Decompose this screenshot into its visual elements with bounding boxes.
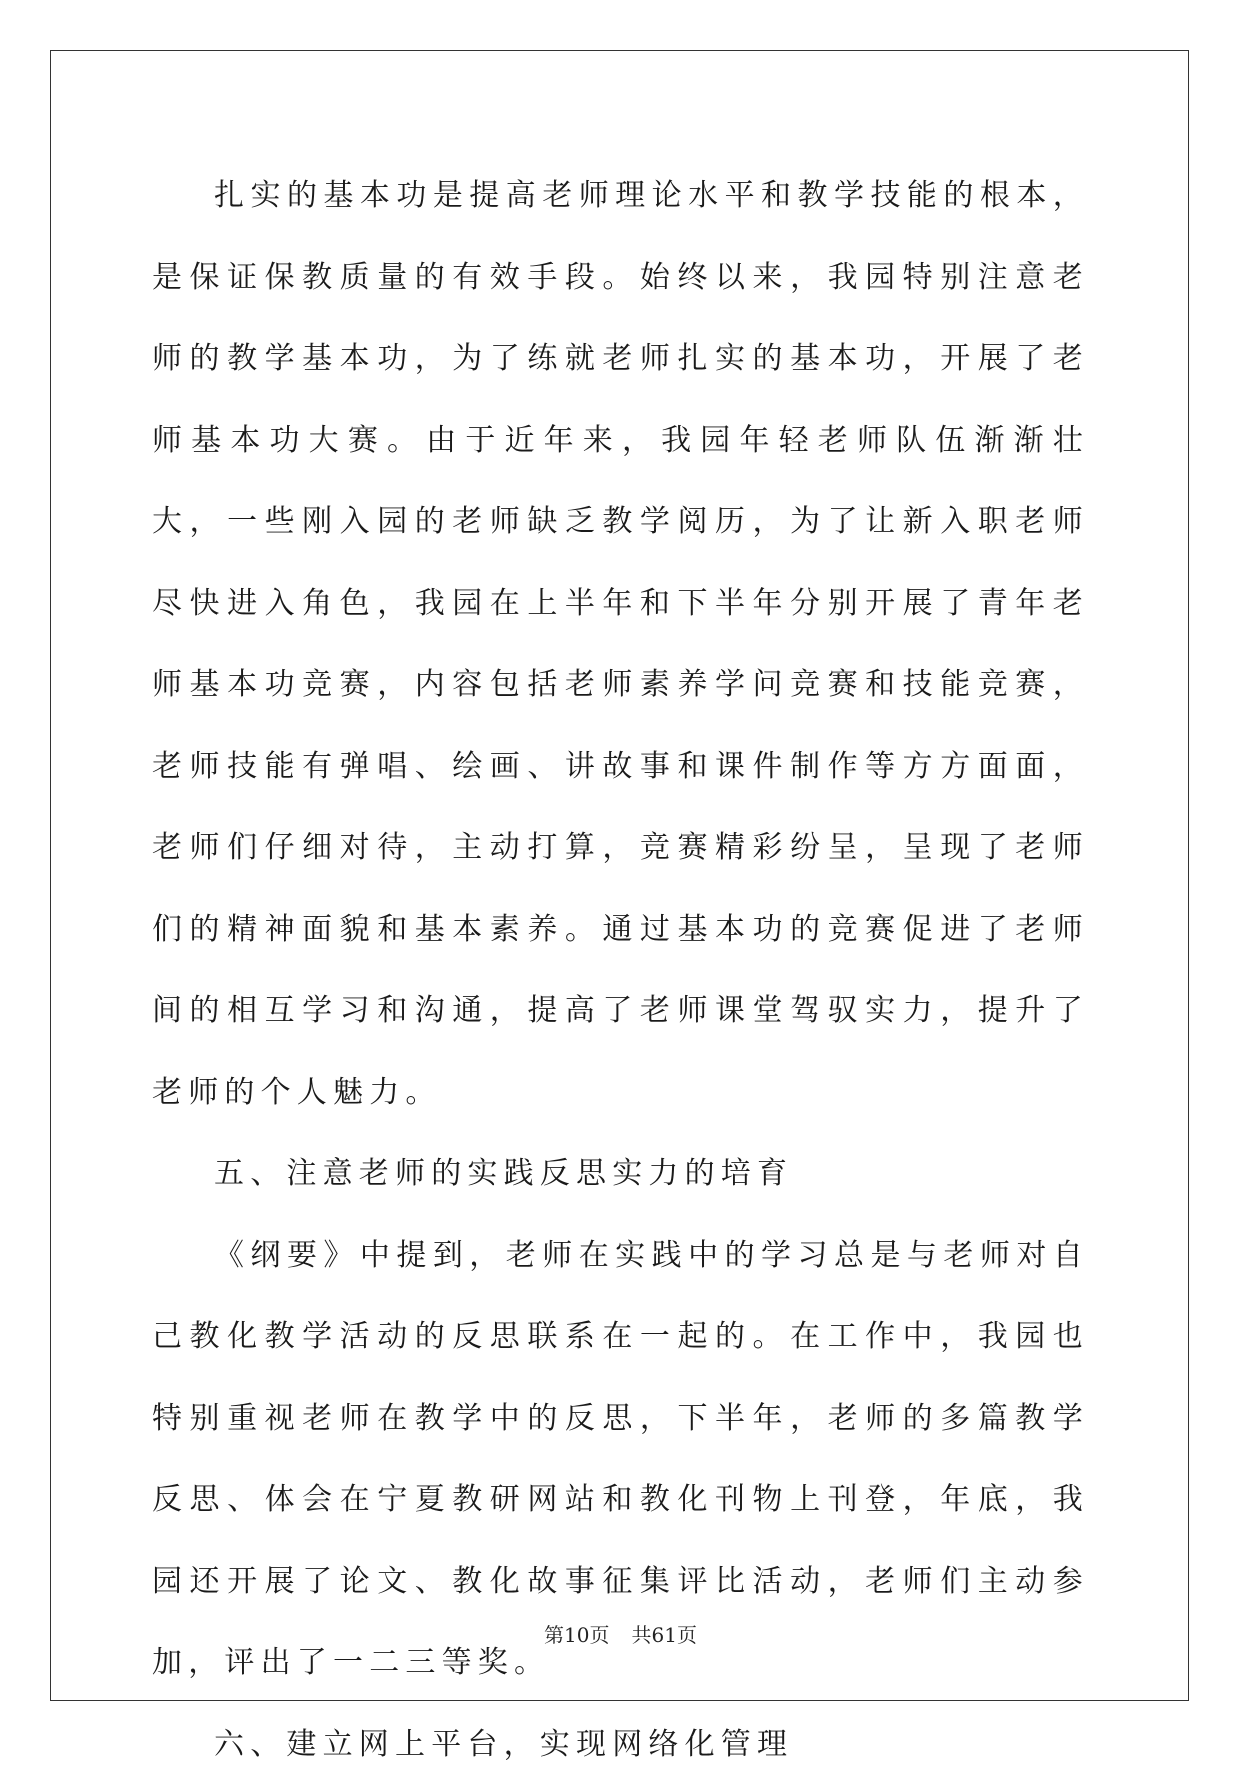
page-total: 共61页 [632,1623,697,1647]
page-footer [0,1621,1241,1649]
section-heading-five: 五、注意老师的实践反思实力的培育 [152,1133,1089,1215]
page-number: 第10页 [544,1623,609,1647]
document-body [152,155,1089,1785]
paragraph-reflection: 《纲要》中提到，老师在实践中的学习总是与老师对自己教化教学活动的反思联系在一起的。在工作中，我园也特别重视老师在教学中的反思，下半年，老师的多篇教学反思、体会在宁夏教研网站和教化刊物上刊登，年底，我园还开展了论文、教化故事征集评比活动，老师们主动参加，评出了一二三等奖。 [152,1215,1089,1704]
paragraph-basic-skills: 扎实的基本功是提高老师理论水平和教学技能的根本，是保证保教质量的有效手段。始终以来，我园特别注意老师的教学基本功，为了练就老师扎实的基本功，开展了老师基本功大赛。由于近年来，我园年轻老师队伍渐渐壮大，一些刚入园的老师缺乏教学阅历，为了让新入职老师尽快进入角色，我园在上半年和下半年分别开展了青年老师基本功竞赛，内容包括老师素养学问竞赛和技能竞赛，老师技能有弹唱、绘画、讲故事和课件制作等方方面面，老师们仔细对待，主动打算，竞赛精彩纷呈，呈现了老师们的精神面貌和基本素养。通过基本功的竞赛促进了老师间的相互学习和沟通，提高了老师课堂驾驭实力，提升了老师的个人魅力。 [152,155,1089,1133]
section-heading-six: 六、建立网上平台，实现网络化管理 [152,1704,1089,1785]
